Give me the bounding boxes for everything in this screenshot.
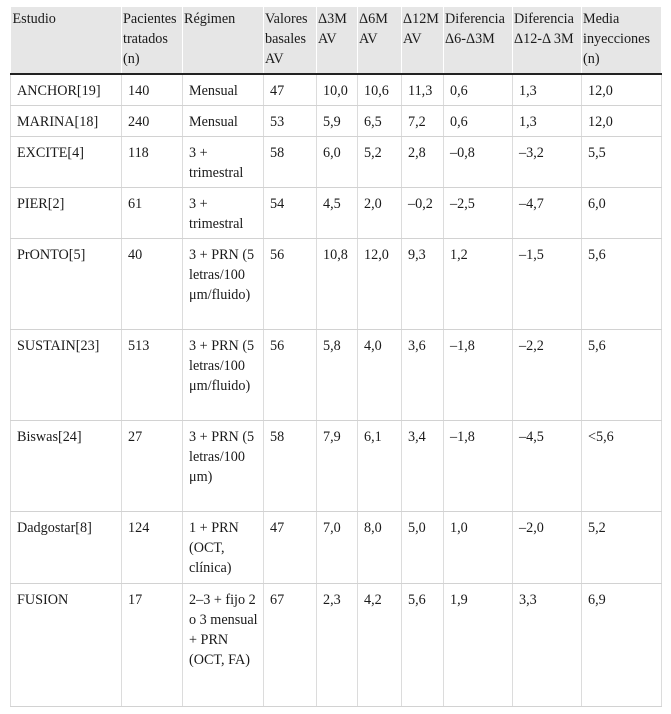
- header-valores-basales: Valores basales AV: [264, 7, 317, 74]
- cell-delta-6m: 6,1: [358, 420, 402, 511]
- cell-diferencia-12-3: 3,3: [513, 583, 582, 706]
- cell-valores-basales: 58: [264, 420, 317, 511]
- table-row: [11, 136, 662, 187]
- cell-delta-12m: 5,6: [402, 583, 444, 706]
- cell-media-inyecciones: 6,9: [582, 583, 662, 706]
- cell-regimen: 2–3 + fijo 2 o 3 mensual + PRN (OCT, FA): [183, 583, 264, 706]
- cell-estudio: SUSTAIN[23]: [11, 329, 122, 420]
- cell-regimen: 3 + PRN (5 letras/100 μm): [183, 420, 264, 511]
- header-media-inyecciones: Media inyecciones (n): [582, 7, 662, 74]
- cell-media-inyecciones: 5,5: [582, 136, 662, 187]
- cell-estudio: Dadgostar[8]: [11, 511, 122, 583]
- table-row: [11, 583, 662, 706]
- cell-media-inyecciones: 12,0: [582, 74, 662, 105]
- cell-pacientes: 240: [122, 105, 183, 136]
- cell-delta-3m: 10,0: [317, 74, 358, 105]
- cell-delta-3m: 2,3: [317, 583, 358, 706]
- table-header: [11, 7, 662, 74]
- cell-pacientes: 140: [122, 74, 183, 105]
- table-row: [11, 329, 662, 420]
- cell-valores-basales: 56: [264, 329, 317, 420]
- cell-diferencia-6-3: 1,9: [444, 583, 513, 706]
- cell-diferencia-6-3: 1,2: [444, 238, 513, 329]
- cell-estudio: PIER[2]: [11, 187, 122, 238]
- cell-delta-12m: 11,3: [402, 74, 444, 105]
- cell-delta-12m: 2,8: [402, 136, 444, 187]
- cell-delta-6m: 6,5: [358, 105, 402, 136]
- cell-delta-12m: 5,0: [402, 511, 444, 583]
- cell-regimen: 3 + trimestral: [183, 136, 264, 187]
- cell-delta-3m: 6,0: [317, 136, 358, 187]
- cell-estudio: ANCHOR[19]: [11, 74, 122, 105]
- header-delta-12m: Δ12M AV: [402, 7, 444, 74]
- header-diferencia-12-3: Diferencia Δ12-Δ 3M: [513, 7, 582, 74]
- cell-diferencia-6-3: –1,8: [444, 420, 513, 511]
- cell-valores-basales: 47: [264, 511, 317, 583]
- cell-pacientes: 118: [122, 136, 183, 187]
- cell-delta-12m: 3,6: [402, 329, 444, 420]
- header-estudio: Estudio: [11, 7, 122, 74]
- table-row: [11, 187, 662, 238]
- cell-valores-basales: 47: [264, 74, 317, 105]
- cell-diferencia-12-3: 1,3: [513, 105, 582, 136]
- cell-diferencia-12-3: –1,5: [513, 238, 582, 329]
- cell-diferencia-12-3: –4,5: [513, 420, 582, 511]
- cell-media-inyecciones: 5,2: [582, 511, 662, 583]
- cell-valores-basales: 53: [264, 105, 317, 136]
- cell-media-inyecciones: 12,0: [582, 105, 662, 136]
- cell-regimen: 3 + trimestral: [183, 187, 264, 238]
- cell-media-inyecciones: 5,6: [582, 329, 662, 420]
- header-diferencia-6-3: Diferencia Δ6-Δ3M: [444, 7, 513, 74]
- cell-estudio: MARINA[18]: [11, 105, 122, 136]
- cell-media-inyecciones: <5,6: [582, 420, 662, 511]
- header-row: [11, 7, 662, 74]
- header-delta-3m: Δ3M AV: [317, 7, 358, 74]
- cell-diferencia-12-3: –3,2: [513, 136, 582, 187]
- cell-regimen: Mensual: [183, 74, 264, 105]
- cell-delta-3m: 7,9: [317, 420, 358, 511]
- cell-valores-basales: 67: [264, 583, 317, 706]
- cell-estudio: Biswas[24]: [11, 420, 122, 511]
- cell-media-inyecciones: 6,0: [582, 187, 662, 238]
- cell-regimen: 3 + PRN (5 letras/100 μm/fluido): [183, 238, 264, 329]
- cell-valores-basales: 56: [264, 238, 317, 329]
- study-comparison-table: [10, 7, 662, 707]
- cell-valores-basales: 58: [264, 136, 317, 187]
- cell-delta-12m: 9,3: [402, 238, 444, 329]
- cell-diferencia-12-3: –2,0: [513, 511, 582, 583]
- cell-delta-12m: 7,2: [402, 105, 444, 136]
- cell-delta-12m: –0,2: [402, 187, 444, 238]
- cell-pacientes: 61: [122, 187, 183, 238]
- cell-pacientes: 513: [122, 329, 183, 420]
- cell-delta-6m: 12,0: [358, 238, 402, 329]
- cell-pacientes: 27: [122, 420, 183, 511]
- cell-regimen: 3 + PRN (5 letras/100 μm/fluido): [183, 329, 264, 420]
- header-regimen: Régimen: [183, 7, 264, 74]
- cell-diferencia-12-3: –4,7: [513, 187, 582, 238]
- cell-diferencia-12-3: –2,2: [513, 329, 582, 420]
- cell-delta-12m: 3,4: [402, 420, 444, 511]
- cell-delta-3m: 5,9: [317, 105, 358, 136]
- cell-pacientes: 124: [122, 511, 183, 583]
- cell-estudio: FUSION: [11, 583, 122, 706]
- cell-delta-3m: 10,8: [317, 238, 358, 329]
- header-delta-6m: Δ6M AV: [358, 7, 402, 74]
- cell-diferencia-6-3: –0,8: [444, 136, 513, 187]
- cell-delta-6m: 8,0: [358, 511, 402, 583]
- cell-pacientes: 40: [122, 238, 183, 329]
- cell-delta-3m: 5,8: [317, 329, 358, 420]
- cell-diferencia-12-3: 1,3: [513, 74, 582, 105]
- cell-delta-6m: 4,0: [358, 329, 402, 420]
- cell-estudio: EXCITE[4]: [11, 136, 122, 187]
- table-row: [11, 238, 662, 329]
- cell-regimen: 1 + PRN (OCT, clínica): [183, 511, 264, 583]
- cell-diferencia-6-3: 0,6: [444, 74, 513, 105]
- cell-delta-3m: 4,5: [317, 187, 358, 238]
- cell-diferencia-6-3: –2,5: [444, 187, 513, 238]
- cell-delta-6m: 4,2: [358, 583, 402, 706]
- cell-estudio: PrONTO[5]: [11, 238, 122, 329]
- table-row: [11, 511, 662, 583]
- cell-delta-6m: 5,2: [358, 136, 402, 187]
- table-body: [11, 74, 662, 706]
- cell-delta-6m: 2,0: [358, 187, 402, 238]
- cell-diferencia-6-3: –1,8: [444, 329, 513, 420]
- cell-diferencia-6-3: 0,6: [444, 105, 513, 136]
- cell-valores-basales: 54: [264, 187, 317, 238]
- cell-delta-3m: 7,0: [317, 511, 358, 583]
- table-row: [11, 420, 662, 511]
- cell-media-inyecciones: 5,6: [582, 238, 662, 329]
- cell-delta-6m: 10,6: [358, 74, 402, 105]
- cell-pacientes: 17: [122, 583, 183, 706]
- table-row: [11, 105, 662, 136]
- cell-diferencia-6-3: 1,0: [444, 511, 513, 583]
- table-row: [11, 74, 662, 105]
- cell-regimen: Mensual: [183, 105, 264, 136]
- header-pacientes: Pacientes tratados (n): [122, 7, 183, 74]
